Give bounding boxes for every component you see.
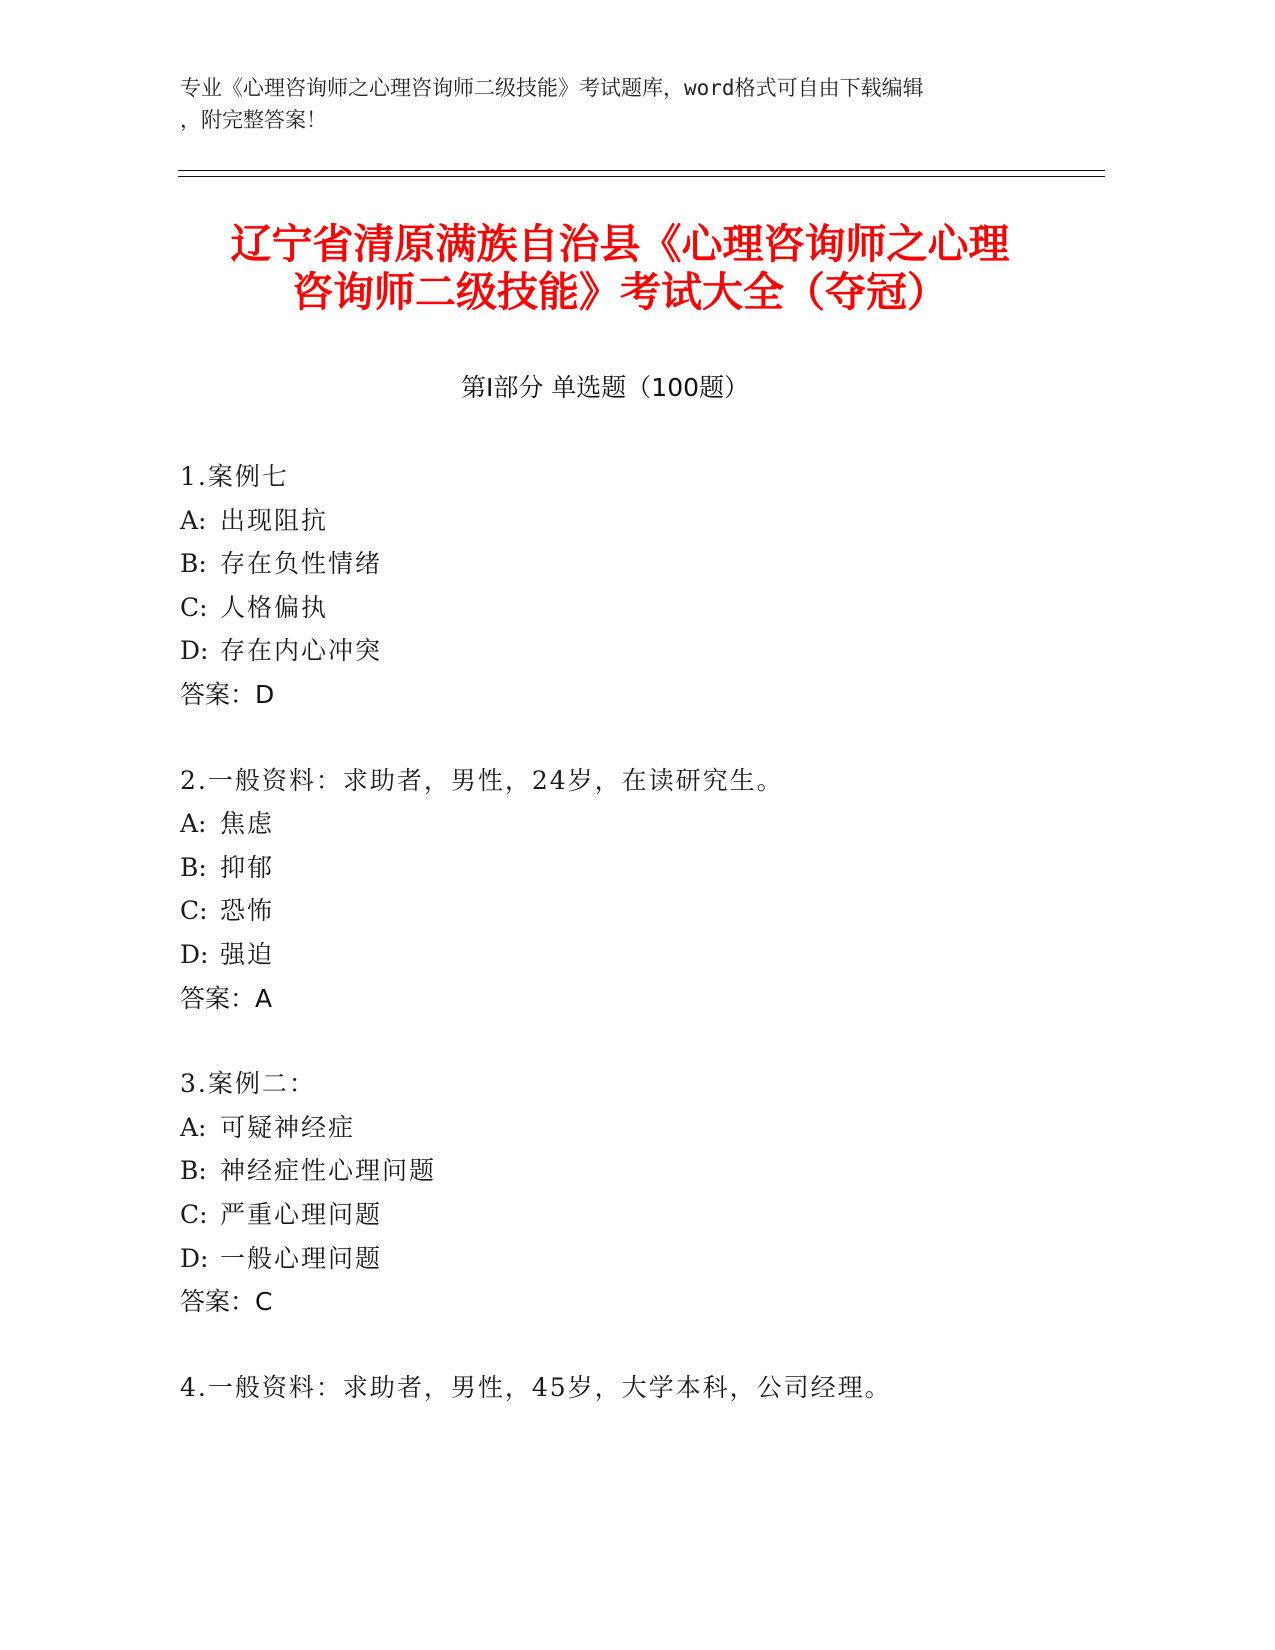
- option-d: [180, 629, 1080, 673]
- option-key: D:: [180, 1243, 209, 1273]
- option-key: B:: [180, 1156, 207, 1186]
- option-c: [180, 586, 1080, 630]
- option-text: 焦虑: [220, 809, 275, 839]
- answer-line: 答案：D: [180, 679, 275, 709]
- option-text: 存在内心冲突: [220, 636, 383, 666]
- option-a: [180, 1106, 1080, 1150]
- option-d: [180, 1237, 1080, 1281]
- question-list: [180, 455, 1080, 1451]
- header-note-line-1: 专业《心理咨询师之心理咨询师二级技能》考试题库，word格式可自由下载编辑: [180, 76, 924, 100]
- header-note: [180, 72, 1040, 136]
- option-a: [180, 802, 1080, 846]
- question-text: 3.案例二：: [180, 1069, 316, 1099]
- option-key: B:: [180, 852, 207, 882]
- option-b: [180, 846, 1080, 890]
- option-c: [180, 1193, 1080, 1237]
- option-text: 一般心理问题: [220, 1243, 383, 1273]
- header-divider-thin: [178, 176, 1105, 177]
- option-b: [180, 1149, 1080, 1193]
- option-text: 恐怖: [220, 896, 275, 926]
- option-text: 严重心理问题: [220, 1199, 383, 1229]
- option-a: [180, 499, 1080, 543]
- document-title: [150, 220, 1090, 316]
- option-b: [180, 542, 1080, 586]
- option-key: A:: [180, 505, 207, 535]
- answer-line: 答案：A: [180, 983, 273, 1013]
- option-key: C:: [180, 592, 208, 622]
- option-text: 出现阻抗: [220, 505, 329, 535]
- option-text: 可疑神经症: [220, 1112, 356, 1142]
- header-divider-thick: [178, 170, 1105, 171]
- option-key: D:: [180, 636, 209, 666]
- option-c: [180, 889, 1080, 933]
- option-key: A:: [180, 1112, 207, 1142]
- question-text: 2.一般资料：求助者，男性，24岁，在读研究生。: [180, 765, 784, 795]
- option-key: D:: [180, 939, 209, 969]
- option-key: C:: [180, 1199, 208, 1229]
- section-heading: 第Ⅰ部分 单选题（100题）: [460, 373, 750, 402]
- option-key: A:: [180, 809, 207, 839]
- answer-line: 答案：C: [180, 1287, 273, 1317]
- question-1: [180, 455, 1080, 717]
- option-text: 人格偏执: [220, 592, 329, 622]
- option-text: 神经症性心理问题: [220, 1156, 437, 1186]
- question-text: 1.案例七: [180, 462, 289, 491]
- option-key: C:: [180, 896, 208, 926]
- option-d: [180, 933, 1080, 977]
- question-3: [180, 1062, 1080, 1324]
- question-text: 4.一般资料：求助者，男性，45岁，大学本科，公司经理。: [180, 1372, 892, 1402]
- option-text: 抑郁: [220, 852, 275, 882]
- option-text: 强迫: [220, 939, 275, 969]
- header-note-line-2: ，附完整答案！: [180, 108, 327, 132]
- option-key: B:: [180, 549, 207, 579]
- question-4: [180, 1366, 1080, 1410]
- document-title-line-1: 辽宁省清原满族自治县《心理咨询师之心理: [230, 220, 1010, 268]
- option-text: 存在负性情绪: [220, 549, 383, 579]
- document-title-line-2: 咨询师二级技能》考试大全（夺冠）: [292, 268, 948, 316]
- question-2: [180, 759, 1080, 1021]
